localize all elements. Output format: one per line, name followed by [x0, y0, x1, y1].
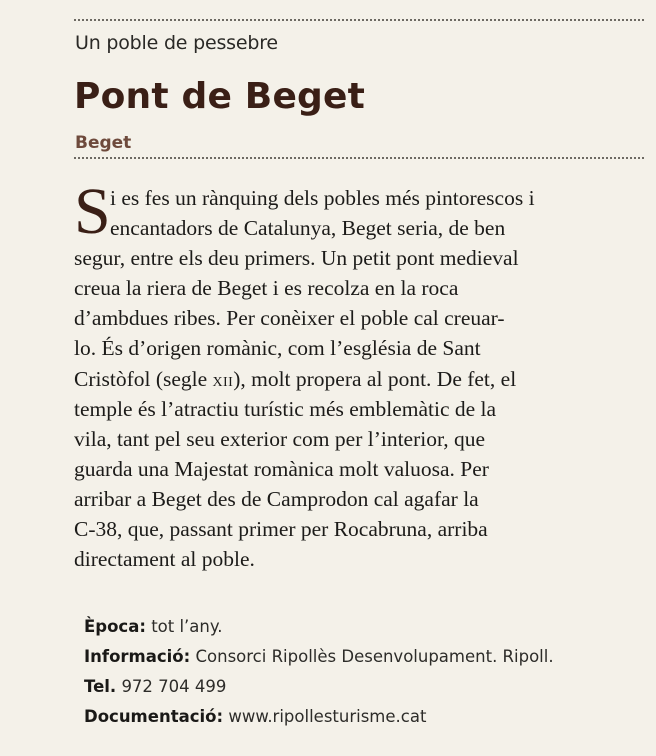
- body-line-3: segur, entre els deu primers. Un petit pont medieval: [74, 246, 519, 271]
- body-line-9: vila, tant pel seu exterior com per l’interior, que: [74, 426, 486, 451]
- body-line-7-end: ), molt propera al pont. De fet, el: [233, 366, 517, 391]
- top-dotted-rule: [74, 19, 644, 21]
- body-line-6: lo. És d’origen romànic, com l’església de Sant: [74, 336, 481, 361]
- body-line-2: encantadors de Catalunya, Beget seria, de ben: [110, 216, 506, 241]
- info-row-documentacio: [84, 702, 644, 732]
- info-row-informacio: [84, 642, 644, 672]
- informacio-value: Consorci Ripollès Desenvolupament. Ripoll.: [195, 647, 554, 666]
- article-title: Pont de Beget: [74, 76, 366, 117]
- body-line-7: [74, 364, 648, 394]
- epoca-value: tot l’any.: [151, 617, 223, 636]
- body-line-7-start: Cristòfol (segle: [74, 366, 213, 391]
- info-row-epoca: [84, 612, 644, 642]
- body-line-13: directament al poble.: [74, 547, 255, 572]
- article-location: Beget: [75, 133, 132, 153]
- tel-label: Tel.: [84, 677, 117, 696]
- documentacio-label: Documentació:: [84, 707, 224, 726]
- info-box: [84, 612, 644, 732]
- documentacio-link[interactable]: www.ripollesturisme.cat: [228, 707, 427, 726]
- tel-value: 972 704 499: [121, 677, 227, 696]
- body-line-1: i es fes un rànquing dels pobles més pintorescos i: [110, 186, 535, 210]
- epoca-label: Època:: [84, 617, 146, 636]
- title-dotted-rule: [74, 157, 644, 159]
- informacio-label: Informació:: [84, 647, 191, 666]
- info-row-tel: [84, 672, 644, 702]
- body-line-11: arribar a Beget des de Camprodon cal agafar la: [74, 486, 479, 511]
- body-line-8: temple és l’atractiu turístic més emblemàtic de la: [74, 396, 497, 421]
- body-line-5: d’ambdues ribes. Per conèixer el poble cal creuar-: [74, 306, 505, 331]
- article-kicker: Un poble de pessebre: [75, 32, 278, 54]
- body-line-4: creua la riera de Beget i es recolza en la roca: [74, 276, 459, 301]
- article-body: [74, 175, 648, 574]
- drop-cap: S: [74, 175, 111, 248]
- century-small-caps: XII: [212, 374, 234, 390]
- body-line-10: guarda una Majestat romànica molt valuosa. Per: [74, 456, 489, 481]
- body-line-12: C-38, que, passant primer per Rocabruna, arriba: [74, 517, 488, 542]
